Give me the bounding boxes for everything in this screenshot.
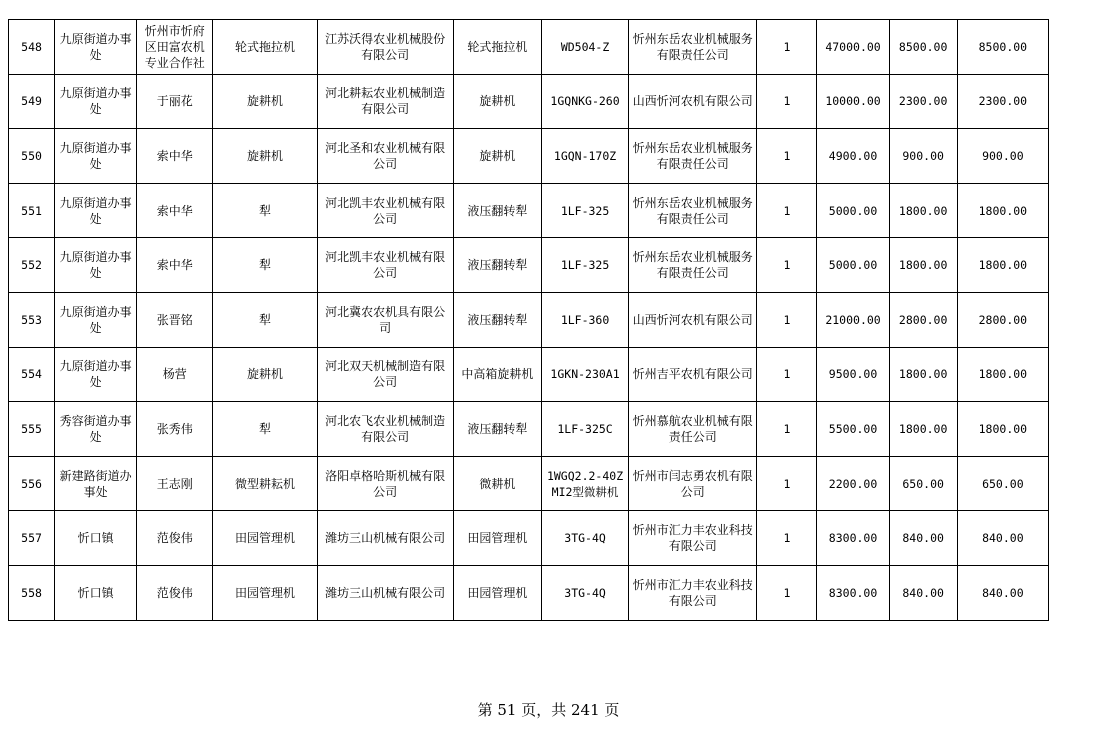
dealer-cell: 忻州吉平农机有限公司 [629,347,757,402]
subsidy-per-unit-cell: 840.00 [889,511,957,566]
area-cell: 九原街道办事处 [55,183,137,238]
row-number-cell: 552 [9,238,55,293]
area-cell: 忻口镇 [55,565,137,620]
table-row [9,238,1049,293]
sale-price-cell: 2200.00 [817,456,889,511]
manufacturer-cell: 河北农飞农业机械制造有限公司 [317,402,453,457]
table-row [9,129,1049,184]
subsidy-per-unit-cell: 1800.00 [889,183,957,238]
buyer-cell: 索中华 [137,129,213,184]
area-cell: 九原街道办事处 [55,20,137,75]
category-cell: 犁 [213,238,317,293]
manufacturer-cell: 洛阳卓格哈斯机械有限公司 [317,456,453,511]
buyer-cell: 王志刚 [137,456,213,511]
quantity-cell: 1 [757,511,817,566]
dealer-cell: 忻州慕航农业机械有限责任公司 [629,402,757,457]
subsidy-total-cell: 840.00 [957,511,1048,566]
product-name-cell: 中高箱旋耕机 [453,347,541,402]
manufacturer-cell: 河北圣和农业机械有限公司 [317,129,453,184]
table-row [9,292,1049,347]
dealer-cell: 山西忻河农机有限公司 [629,292,757,347]
dealer-cell: 山西忻河农机有限公司 [629,74,757,129]
dealer-cell: 忻州市闫志勇农机有限公司 [629,456,757,511]
buyer-cell: 张秀伟 [137,402,213,457]
sale-price-cell: 21000.00 [817,292,889,347]
buyer-cell: 忻州市忻府区田富农机专业合作社 [137,20,213,75]
subsidy-total-cell: 8500.00 [957,20,1048,75]
manufacturer-cell: 河北凯丰农业机械有限公司 [317,183,453,238]
manufacturer-cell: 河北凯丰农业机械有限公司 [317,238,453,293]
area-cell: 忻口镇 [55,511,137,566]
subsidy-per-unit-cell: 2300.00 [889,74,957,129]
product-name-cell: 液压翻转犁 [453,292,541,347]
area-cell: 九原街道办事处 [55,129,137,184]
dealer-cell: 忻州东岳农业机械服务有限责任公司 [629,238,757,293]
category-cell: 轮式拖拉机 [213,20,317,75]
subsidy-table [8,19,1049,621]
sale-price-cell: 10000.00 [817,74,889,129]
table-row [9,347,1049,402]
manufacturer-cell: 潍坊三山机械有限公司 [317,511,453,566]
row-number-cell: 557 [9,511,55,566]
subsidy-per-unit-cell: 1800.00 [889,238,957,293]
area-cell: 秀容街道办事处 [55,402,137,457]
sale-price-cell: 47000.00 [817,20,889,75]
sale-price-cell: 9500.00 [817,347,889,402]
manufacturer-cell: 潍坊三山机械有限公司 [317,565,453,620]
product-name-cell: 旋耕机 [453,129,541,184]
subsidy-total-cell: 840.00 [957,565,1048,620]
product-name-cell: 液压翻转犁 [453,402,541,457]
quantity-cell: 1 [757,74,817,129]
manufacturer-cell: 河北耕耘农业机械制造有限公司 [317,74,453,129]
buyer-cell: 范俊伟 [137,511,213,566]
product-name-cell: 旋耕机 [453,74,541,129]
dealer-cell: 忻州东岳农业机械服务有限责任公司 [629,129,757,184]
subsidy-total-cell: 650.00 [957,456,1048,511]
model-cell: 1LF-325 [541,238,628,293]
sale-price-cell: 5000.00 [817,183,889,238]
subsidy-per-unit-cell: 2800.00 [889,292,957,347]
category-cell: 旋耕机 [213,74,317,129]
row-number-cell: 556 [9,456,55,511]
manufacturer-cell: 河北冀农农机具有限公司 [317,292,453,347]
quantity-cell: 1 [757,20,817,75]
model-cell: 1LF-325 [541,183,628,238]
category-cell: 犁 [213,402,317,457]
quantity-cell: 1 [757,183,817,238]
quantity-cell: 1 [757,129,817,184]
sale-price-cell: 8300.00 [817,511,889,566]
subsidy-per-unit-cell: 8500.00 [889,20,957,75]
subsidy-total-cell: 2300.00 [957,74,1048,129]
quantity-cell: 1 [757,456,817,511]
dealer-cell: 忻州东岳农业机械服务有限责任公司 [629,183,757,238]
table-row [9,511,1049,566]
table-row [9,183,1049,238]
product-name-cell: 液压翻转犁 [453,183,541,238]
model-cell: WD504-Z [541,20,628,75]
buyer-cell: 于丽花 [137,74,213,129]
subsidy-total-cell: 1800.00 [957,402,1048,457]
sale-price-cell: 4900.00 [817,129,889,184]
category-cell: 旋耕机 [213,129,317,184]
row-number-cell: 548 [9,20,55,75]
row-number-cell: 550 [9,129,55,184]
model-cell: 1GKN-230A1 [541,347,628,402]
table-row [9,456,1049,511]
table-row [9,20,1049,75]
category-cell: 犁 [213,183,317,238]
page-footer: 第 51 页，共 241 页 [477,701,620,719]
buyer-cell: 张晋铭 [137,292,213,347]
category-cell: 犁 [213,292,317,347]
quantity-cell: 1 [757,292,817,347]
buyer-cell: 索中华 [137,183,213,238]
subsidy-total-cell: 1800.00 [957,183,1048,238]
product-name-cell: 田园管理机 [453,565,541,620]
category-cell: 微型耕耘机 [213,456,317,511]
area-cell: 九原街道办事处 [55,238,137,293]
row-number-cell: 553 [9,292,55,347]
row-number-cell: 549 [9,74,55,129]
sale-price-cell: 5500.00 [817,402,889,457]
subsidy-total-cell: 1800.00 [957,238,1048,293]
subsidy-per-unit-cell: 1800.00 [889,347,957,402]
row-number-cell: 555 [9,402,55,457]
model-cell: 3TG-4Q [541,565,628,620]
sale-price-cell: 5000.00 [817,238,889,293]
product-name-cell: 轮式拖拉机 [453,20,541,75]
model-cell: 1GQNKG-260 [541,74,628,129]
quantity-cell: 1 [757,402,817,457]
dealer-cell: 忻州市汇力丰农业科技有限公司 [629,565,757,620]
model-cell: 1WGQ2.2-40ZMI2型微耕机 [541,456,628,511]
manufacturer-cell: 河北双天机械制造有限公司 [317,347,453,402]
table-row [9,565,1049,620]
manufacturer-cell: 江苏沃得农业机械股份有限公司 [317,20,453,75]
subsidy-per-unit-cell: 900.00 [889,129,957,184]
quantity-cell: 1 [757,238,817,293]
sale-price-cell: 8300.00 [817,565,889,620]
category-cell: 田园管理机 [213,511,317,566]
model-cell: 1GQN-170Z [541,129,628,184]
buyer-cell: 范俊伟 [137,565,213,620]
dealer-cell: 忻州市汇力丰农业科技有限公司 [629,511,757,566]
buyer-cell: 索中华 [137,238,213,293]
area-cell: 九原街道办事处 [55,74,137,129]
subsidy-total-cell: 1800.00 [957,347,1048,402]
model-cell: 1LF-360 [541,292,628,347]
table-body [9,20,1049,621]
row-number-cell: 558 [9,565,55,620]
row-number-cell: 551 [9,183,55,238]
model-cell: 1LF-325C [541,402,628,457]
row-number-cell: 554 [9,347,55,402]
area-cell: 九原街道办事处 [55,292,137,347]
area-cell: 九原街道办事处 [55,347,137,402]
model-cell: 3TG-4Q [541,511,628,566]
table-row [9,74,1049,129]
buyer-cell: 杨营 [137,347,213,402]
quantity-cell: 1 [757,347,817,402]
subsidy-per-unit-cell: 1800.00 [889,402,957,457]
table-row [9,402,1049,457]
product-name-cell: 微耕机 [453,456,541,511]
area-cell: 新建路街道办事处 [55,456,137,511]
subsidy-total-cell: 900.00 [957,129,1048,184]
subsidy-per-unit-cell: 840.00 [889,565,957,620]
category-cell: 旋耕机 [213,347,317,402]
dealer-cell: 忻州东岳农业机械服务有限责任公司 [629,20,757,75]
subsidy-per-unit-cell: 650.00 [889,456,957,511]
product-name-cell: 田园管理机 [453,511,541,566]
subsidy-total-cell: 2800.00 [957,292,1048,347]
product-name-cell: 液压翻转犁 [453,238,541,293]
category-cell: 田园管理机 [213,565,317,620]
quantity-cell: 1 [757,565,817,620]
